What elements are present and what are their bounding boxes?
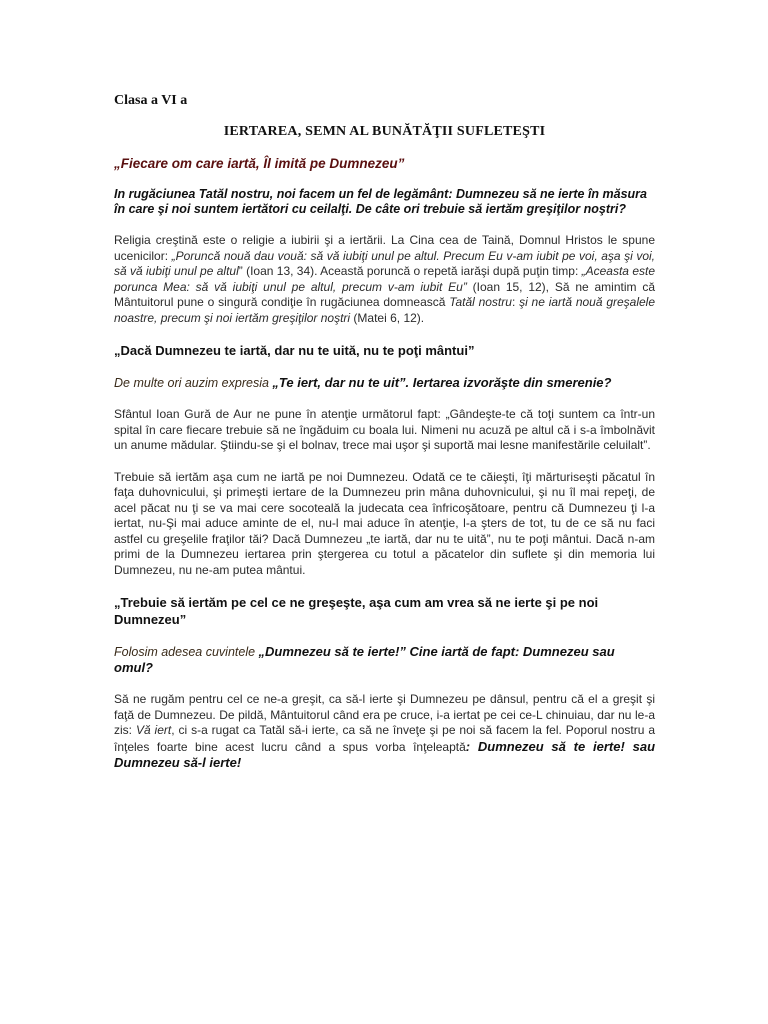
section2-question	[114, 375, 655, 391]
section1-p1-quote1: „Poruncă nouă dau vouă: să vă iubiţi unul pe altul. Precum Eu v-am iubit pe voi, aşa şi voi, să vă iubiţi unul pe altul	[114, 248, 655, 278]
section3-heading: „Trebuie să iertăm pe cel ce ne greşeşte, aşa cum am vrea să ne ierte şi pe noi Dumnezeu”	[114, 595, 599, 627]
section2-paragraph-2: Trebuie să iertăm aşa cum ne iartă pe noi Dumnezeu. Odată ce te căieşti, îţi mărturiseşti păcatul în faţa duhovnicului, şi primeşti iertare de la Dumnezeu prin mâna duhovnicului, şi nu îl mai repeţi, de acel păcat nu ţi se va mai cere socoteală la judecata cea înfricoşătoare, pentru că Dumnezeu ţi l-a iertat, nu-Şi mai aduce aminte de el, nu-l mai aduce în atenţie, l-a şters de tot, tu de ce să nu faci astfel cu greşelile fraţilor tăi? Dacă Dumnezeu „te iartă, dar nu te uită”, nu te poţi mântui. Dacă n-am primi de la Dumnezeu iertarea prin ştergerea cu totul a păcatelor din suflete şi din memoria lui Dumnezeu, nu ne-am putea mântui.	[114, 469, 655, 577]
section3-p1-b: , ci s-a rugat ca Tatăl să-i ierte, ca să ne înveţe şi pe noi să facem la fel. Poporul nostru a înţeles foarte bine acest lucru când a spus vorba înţeleaptă	[114, 723, 655, 754]
section3-p1-strong: : Dumnezeu să te ierte! sau Dumnezeu să-l ierte!	[114, 738, 656, 770]
section2-heading: „Dacă Dumnezeu te iartă, dar nu te uită, nu te poţi mântui”	[114, 343, 475, 358]
section2-question-intro: De multe ori auzim expresia	[114, 376, 273, 390]
section1-p1-quote2: „Aceasta este porunca Mea: să vă iubiţi unul pe altul, precum v-am iubit Eu”	[114, 264, 655, 294]
section1-lead: In rugăciunea Tatăl nostru, noi facem un fel de legământ: Dumnezeu să ne ierte în măsura în care şi noi suntem iertători cu ceilalţi. De câte ori trebuie să iertăm greşiţilor noştri?	[114, 187, 647, 216]
document-title: IERTAREA, SEMN AL BUNĂTĂŢII SUFLETEŞTI	[223, 124, 546, 139]
section3-question-intro: Folosim adesea cuvintele	[114, 645, 259, 659]
section3-p1-quote1: Vă iert	[135, 723, 172, 737]
section1-p1-quote4: şi ne iartă nouă greşalele noastre, precum şi noi iertăm greşiţilor noştri	[114, 295, 656, 325]
section2-paragraph-1: Sfântul Ioan Gură de Aur ne pune în atenţie următorul fapt: „Gândeşte-te că toţi suntem ca într-un spital în care fiecare trebuie să ne îngăduim cu boala lui. Nimeni nu acuză pe altul că i s-a îmbolnăvit un anume mădular. Ştiindu-se şi el bolnav, trece mai uşor şi suportă mai lesne manifestările celuilalt”.	[114, 407, 655, 452]
section1-p1-e: (Matei 6, 12).	[350, 310, 425, 325]
section3-question	[114, 644, 655, 676]
section1-paragraph	[114, 233, 655, 326]
section3-paragraph	[114, 692, 655, 772]
section1-p1-quote3: Tatăl nostru	[449, 295, 512, 309]
class-label: Clasa a VI a	[114, 93, 188, 108]
section2-question-strong: „Te iert, dar nu te uit”. Iertarea izvorăşte din smerenie?	[272, 375, 612, 390]
document-page	[114, 93, 655, 788]
section1-p1-d: :	[511, 295, 520, 309]
section1-p1-b: ” (Ioan 13, 34). Această poruncă o repetă iarăşi după puţin timp:	[238, 264, 582, 278]
section3-question-strong: „Dumnezeu să te ierte!” Cine iartă de fapt: Dumnezeu sau omul?	[114, 644, 615, 675]
section3-p1-a: Să ne rugăm pentru cel ce ne-a greşit, ca să-l ierte şi Dumnezeu pe dânsul, pentru că el a greşit şi faţă de Dumnezeu. De pildă, Mântuitorul când era pe cruce, i-a iertat pe cei ce-L chinuiau, dar nu le-a zis:	[114, 692, 655, 737]
section1-p1-a: Religia creştină este o religie a iubirii şi a iertării. La Cina cea de Taină, Domnul Hristos le spune ucenicilor:	[114, 233, 655, 263]
section1-p1-c: (Ioan 15, 12), Să ne amintim că Mântuitorul pune o singură condiţie în rugăciunea domnească	[114, 279, 655, 309]
section1-heading: „Fiecare om care iartă, Îl imită pe Dumnezeu”	[114, 156, 405, 171]
